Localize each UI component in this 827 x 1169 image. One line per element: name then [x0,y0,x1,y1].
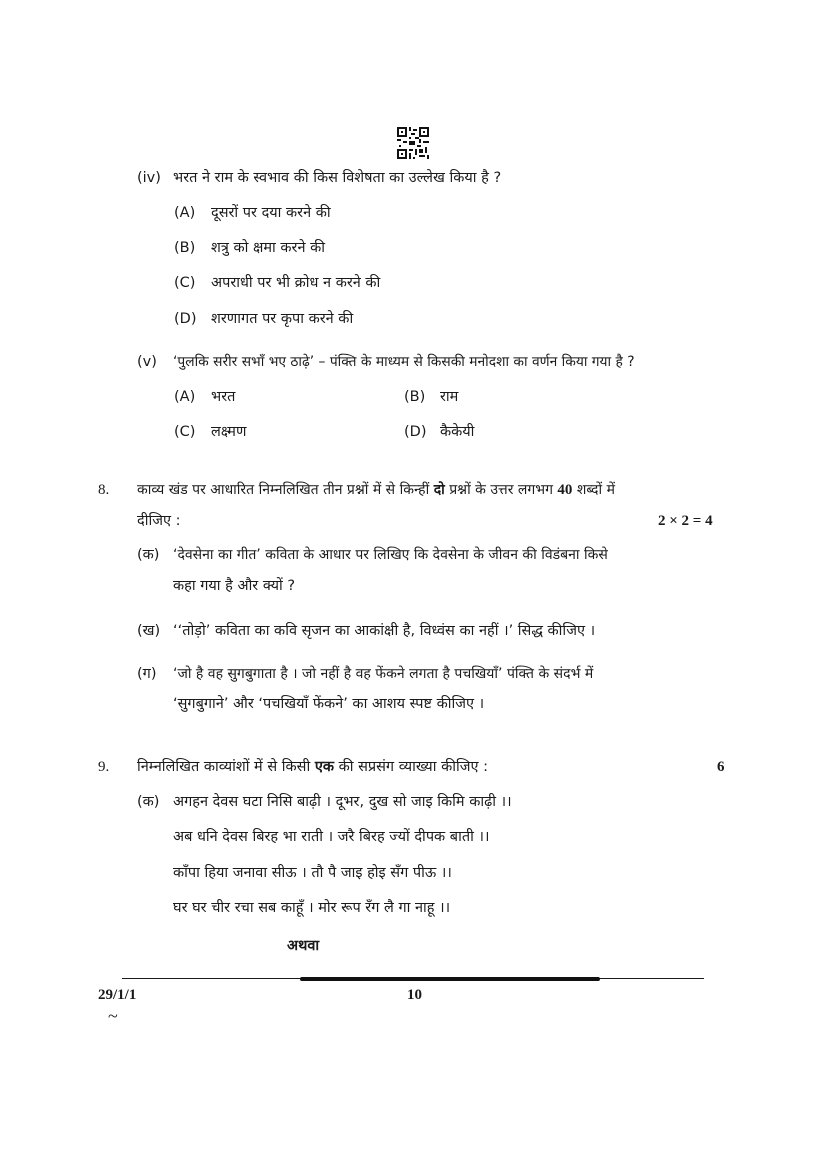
verse-line: अगहन देवस घटा निसि बाढ़ी । दूभर, दुख सो जाइ किमि काढ़ी ।। [173,794,512,810]
option-label: (D) [174,311,197,327]
question-number: 8. [98,482,110,498]
q8-part-ga-line1: ‘जो है वह सुगबुगाता है । जो नहीं है वह फेंकने लगता है पचखियाँ’ पंक्ति के संदर्भ में [173,666,594,682]
q9-intro [137,757,488,777]
q8-intro-line2: दीजिए : [137,513,181,529]
q8-word-count: 40 [557,482,573,498]
option-label: (B) [174,240,196,256]
verse-line: काँपा हिया जनावा सीऊ । तौ पै जाइ होइ सँग पीऊ ।। [173,865,452,881]
option-text: अपराधी पर भी क्रोध न करने की [211,275,381,291]
option-text: राम [440,389,459,405]
q8-intro [137,480,615,500]
q9-intro-text: निम्नलिखित काव्यांशों में से किसी [137,759,311,775]
part-label: (ख) [137,623,161,639]
footer-tilde: ~ [108,1006,118,1026]
qr-code-icon [397,127,429,159]
q9-marks: 6 [717,759,725,775]
option-label: (A) [174,389,196,405]
or-text: अथवा [287,938,320,954]
option-label: (B) [404,389,426,405]
option-text: कैकेयी [440,424,475,440]
q9-intro-bold: एक [314,759,334,775]
q7-v-question: ‘पुलकि सरीर सभाँ भए ठाढ़े’ – पंक्ति के माध्यम से किसकी मनोदशा का वर्णन किया गया है ? [173,354,635,370]
q8-marks: 2 × 2 = 4 [658,513,713,529]
option-text: शत्रु को क्षमा करने की [211,240,326,256]
part-label: (ग) [137,666,157,682]
option-text: शरणागत पर कृपा करने की [211,311,354,327]
option-label: (A) [174,205,196,221]
part-label: (क) [137,547,160,563]
q8-part-ka-line2: कहा गया है और क्यों ? [173,578,296,594]
q8-intro-bold: दो [433,482,445,498]
q8-part-ga-line2: ‘सुगबुगाने’ और ‘पचखियाँ फेंकने’ का आशय स्पष्ट कीजिए । [173,696,485,712]
option-text: लक्ष्मण [211,424,247,440]
part-label: (क) [137,794,160,810]
page-number: 10 [407,987,422,1003]
option-label: (C) [174,275,196,291]
verse-line: अब धनि देवस बिरह भा राती । जरै बिरह ज्यों दीपक बाती ।। [173,829,490,845]
q8-intro-text: काव्य खंड पर आधारित निम्नलिखित तीन प्रश्नों में से किन्हीं [137,482,430,498]
paper-code: 29/1/1 [98,987,137,1003]
q7-v-label: (v) [137,354,157,370]
q7-iv-label: (iv) [137,170,161,186]
q8-part-kha-line1: ‘‘तोड़ो’ कविता का कवि सृजन का आकांक्षी है, विध्वंस का नहीं ।’ सिद्ध कीजिए । [173,623,596,639]
q7-iv-question: भरत ने राम के स्वभाव की किस विशेषता का उल्लेख किया है ? [173,170,502,186]
q8-part-ka-line1: ‘देवसेना का गीत’ कविता के आधार पर लिखिए कि देवसेना के जीवन की विडंबना किसे [173,547,608,563]
option-label: (D) [404,424,427,440]
footer-divider-accent [300,977,600,981]
option-text: भरत [211,389,236,405]
verse-line: घर घर चीर रचा सब काहूँ । मोर रूप रँग लै गा नाहू ।। [173,900,451,916]
q9-intro-text: की सप्रसंग व्याख्या कीजिए : [338,759,489,775]
q8-intro-text: प्रश्नों के उत्तर लगभग [449,482,553,498]
option-text: दूसरों पर दया करने की [211,205,331,221]
question-number: 9. [98,759,110,775]
option-label: (C) [174,424,196,440]
q8-intro-text: शब्दों में [576,482,615,498]
